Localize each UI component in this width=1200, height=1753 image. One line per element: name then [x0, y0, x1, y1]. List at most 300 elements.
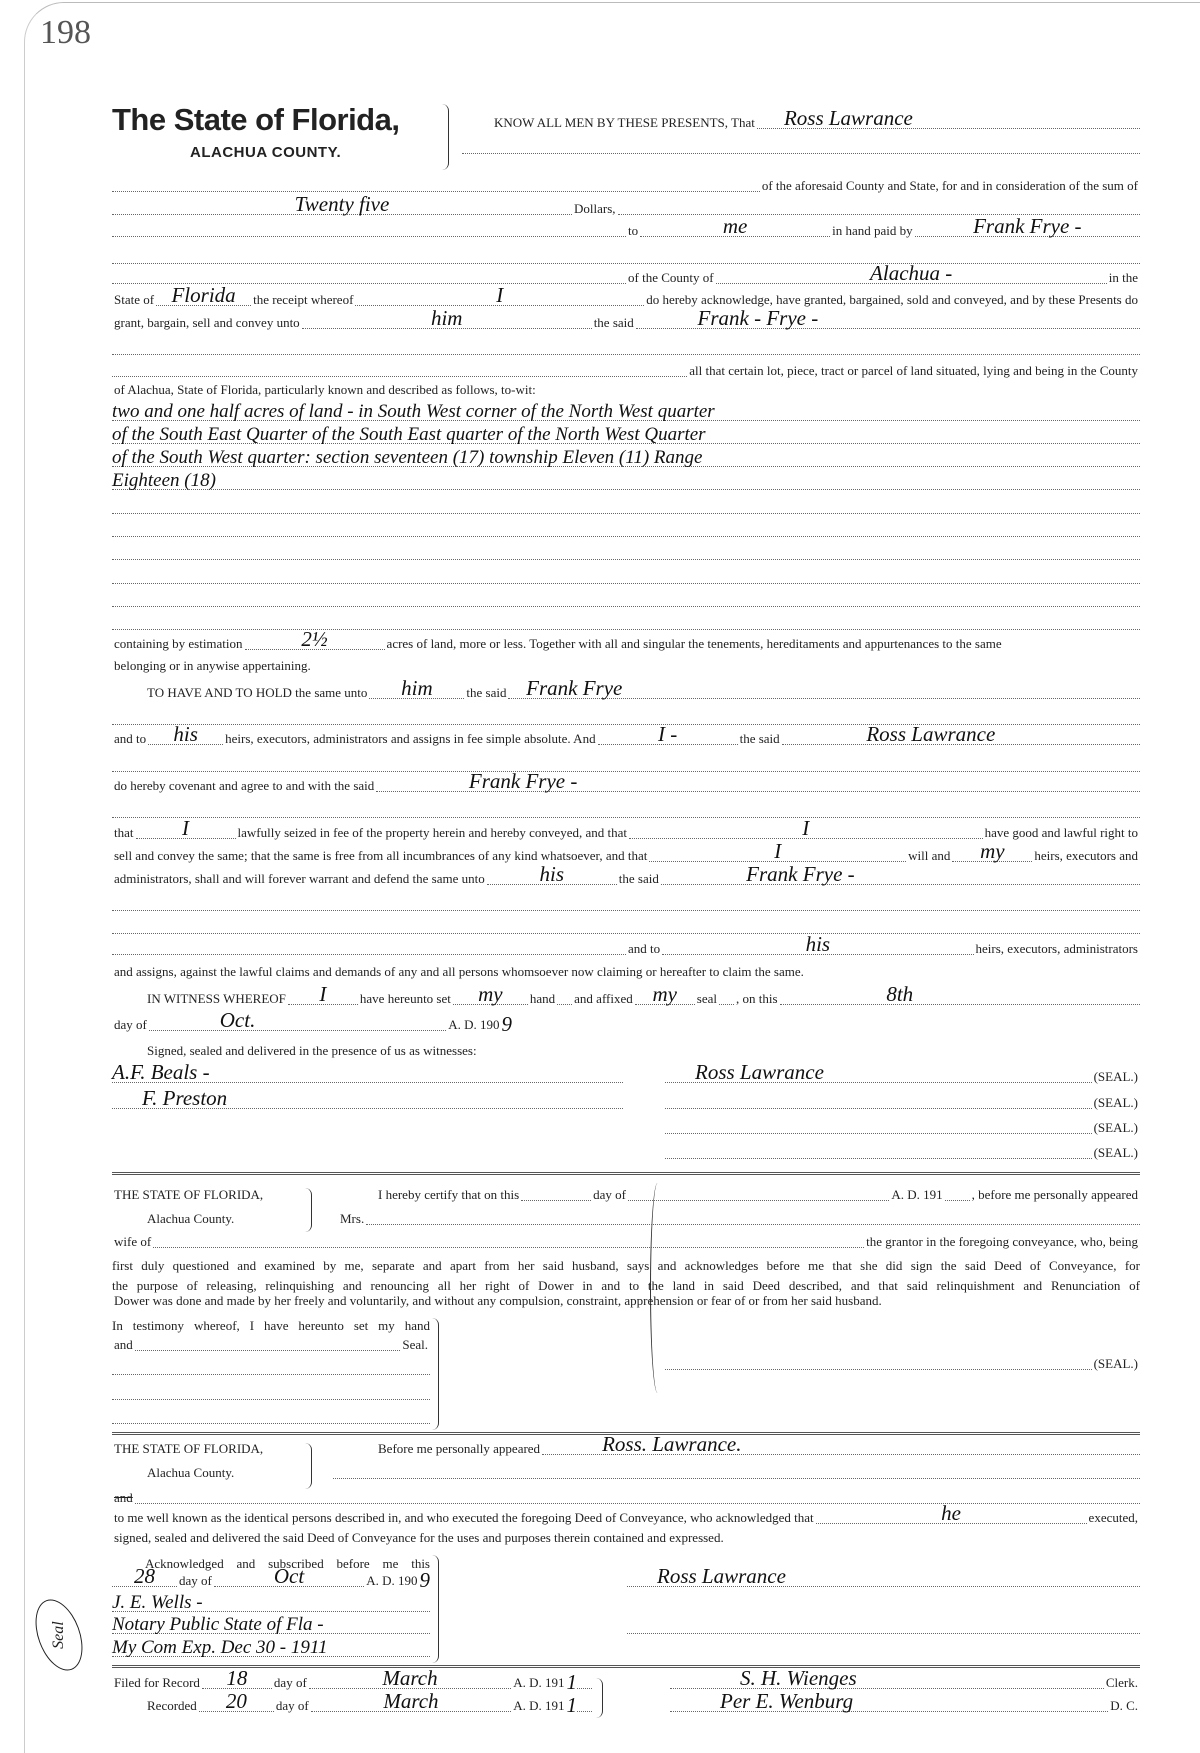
dotted-fill-line [309, 1666, 511, 1690]
text: and affixed [574, 991, 633, 1006]
dower-state [112, 1184, 372, 1204]
witness-line [112, 1060, 623, 1086]
witness-line [112, 1086, 623, 1112]
dotted-fill-line [453, 982, 528, 1006]
dotted-fill-line [112, 448, 1140, 467]
text: heirs, executors and [1034, 848, 1138, 863]
dotted-fill-line [627, 1615, 1140, 1634]
section-divider [112, 1172, 1140, 1175]
text: A. D. 190 [366, 1573, 418, 1588]
handwriting: me [722, 214, 748, 238]
text: that [114, 825, 134, 840]
text: the said [739, 731, 780, 746]
blank-line [112, 894, 1140, 914]
ack-line [112, 1527, 1140, 1547]
brace [596, 1678, 603, 1718]
blank-line [112, 801, 1140, 821]
deed-line-covenant [112, 769, 1140, 795]
dotted-fill-line [333, 1460, 1140, 1479]
dotted-fill-line [112, 518, 1140, 537]
text: day of [114, 1017, 147, 1032]
text: Signed, sealed and delivered in the presence of us as witnesses: [147, 1043, 477, 1058]
dotted-fill-line [153, 1229, 864, 1248]
blank-line [112, 247, 1140, 267]
notary-line [112, 1592, 430, 1615]
text: and [114, 1337, 133, 1352]
text: Before me personally appeared [378, 1441, 541, 1456]
dotted-fill-line [369, 676, 464, 700]
handwriting: Ross Lawrance [783, 106, 913, 130]
blank-line [112, 338, 1140, 358]
text: Dower was done and made by her freely and voluntarily, and without any compulsion, constraint, apprehension or fear of or from her said husband. [114, 1293, 882, 1308]
filed-line [112, 1666, 592, 1694]
dotted-fill-line [112, 1405, 430, 1424]
dotted-fill-line [816, 1501, 1087, 1525]
dower-paragraph-line: the purpose of releasing, relinquishing and renouncing all her right of Dower in and to the land in said Deed described, and that said relinquishment and Renunciation of [112, 1278, 1140, 1293]
text: day of [593, 1187, 627, 1202]
text: all that certain lot, piece, tract or parcel of land situated, lying and being in the County [689, 363, 1138, 378]
dotted-fill-line [112, 1060, 623, 1084]
text: and assigns, against the lawful claims and demands of any and all persons whomsoever now claiming or hereafter to claim the same. [114, 964, 804, 979]
blank-line [462, 137, 1140, 157]
handwriting: two and one half acres of land - in South West corner of the North West quarter [112, 401, 715, 422]
text: TO HAVE AND TO HOLD the same unto [147, 685, 368, 700]
description-line [112, 470, 1140, 493]
ack-signature-line [627, 1564, 1140, 1590]
handwriting: Ross. Lawrance. [602, 1432, 742, 1456]
text: I hereby certify that on this [378, 1187, 520, 1202]
text: lawfully seized in fee of the property herein and hereby conveyed, and that [237, 825, 627, 840]
struck-text: and [114, 1490, 133, 1505]
text: Alachua County. [147, 1211, 235, 1226]
seal-label: (SEAL.) [1093, 1145, 1138, 1160]
blank-line [112, 520, 1140, 540]
deed-line-date [112, 1008, 512, 1036]
handwriting: 18 [226, 1666, 248, 1690]
dotted-fill-line [670, 1666, 1104, 1690]
dower-line-mrs [338, 1208, 1140, 1228]
testimony-text: In testimony whereof, I have hereunto set my hand [112, 1318, 430, 1333]
ack-state [112, 1438, 372, 1458]
deed-line-state [112, 283, 1140, 309]
text: Recorded [147, 1698, 197, 1713]
handwriting: I [496, 283, 504, 307]
text: executed, [1088, 1510, 1138, 1525]
handwriting: I - [657, 722, 678, 746]
page-number: 198 [40, 14, 91, 51]
deed-line-convey [112, 306, 1140, 332]
dotted-fill-line [112, 173, 760, 192]
deed-line [112, 379, 1140, 399]
seal-label: (SEAL.) [1093, 1120, 1138, 1135]
dotted-fill-line [376, 769, 1140, 793]
dotted-fill-line [462, 135, 1140, 154]
handwriting: his [539, 862, 564, 886]
handwriting: Eighteen (18) [112, 470, 216, 491]
handwriting: Florida [171, 283, 236, 307]
text: the said [466, 685, 507, 700]
handwriting: my [652, 982, 678, 1006]
text: Filed for Record [114, 1675, 200, 1690]
deed-line [112, 961, 1140, 981]
text: heirs, executors, administrators [975, 941, 1138, 956]
seal-text: Seal [49, 1621, 67, 1649]
dower-county [145, 1208, 325, 1228]
subscribed-text: Acknowledged and subscribed before me this [145, 1556, 430, 1571]
deed-line-defend [112, 862, 1140, 888]
text: A. D. 191 [891, 1187, 943, 1202]
ack-line-known [112, 1501, 1140, 1527]
handwriting: of the South East Quarter of the South East quarter of the North West Quarter [112, 424, 706, 445]
text: have hereunto set [359, 991, 451, 1006]
handwriting: I [319, 982, 327, 1006]
grantor-signature: Ross Lawrance [657, 1564, 786, 1588]
grantor-signature-line [665, 1060, 1140, 1086]
blank-line [112, 543, 1140, 563]
dotted-fill-line [629, 816, 983, 840]
handwriting: Ross Lawrance [866, 722, 996, 746]
text: the grantor in the foregoing conveyance, who, being [866, 1234, 1138, 1249]
dotted-fill-line [640, 214, 830, 238]
notary-line [112, 1614, 430, 1637]
dotted-fill-line [665, 1115, 1092, 1134]
deed-line-grantee [112, 214, 1140, 240]
handwriting: 9 [501, 1012, 512, 1036]
handwriting: of the South West quarter: section seventeen (17) township Eleven (11) Range [112, 447, 703, 468]
dotted-fill-line [302, 306, 592, 330]
handwriting: I [182, 816, 189, 840]
notary-commission: My Com Exp. Dec 30 - 1911 [112, 1637, 328, 1658]
deed-line-heirs [112, 722, 1140, 748]
dotted-fill-line [112, 1593, 430, 1612]
text: grant, bargain, sell and convey unto [114, 315, 300, 330]
dotted-fill-line [112, 565, 1140, 584]
text: day of [179, 1573, 212, 1588]
dotted-fill-line [542, 1432, 1140, 1456]
seal-label: (SEAL.) [1093, 1069, 1138, 1084]
handwriting: his [805, 932, 831, 956]
deed-line [145, 1040, 1173, 1060]
document-title: The State of Florida, [112, 102, 400, 137]
dotted-fill-line [245, 627, 385, 651]
dotted-fill-line [508, 676, 1140, 700]
text: containing by estimation [114, 636, 243, 651]
notary-signature: J. E. Wells - [112, 1592, 203, 1613]
handwriting: him [401, 676, 433, 700]
dotted-fill-line [112, 753, 1140, 772]
handwriting: Frank Frye - [468, 769, 578, 793]
text: in hand paid by [832, 223, 913, 238]
text: A. D. 191 [513, 1698, 565, 1713]
description-line [112, 447, 1140, 470]
dotted-fill-line [618, 196, 1140, 215]
amount-field [112, 192, 572, 216]
dotted-fill-line [112, 936, 626, 955]
brace [442, 104, 449, 170]
deed-line-grantor [492, 106, 1140, 132]
dotted-fill-line [112, 425, 1140, 444]
text: IN WITNESS WHEREOF [147, 991, 286, 1006]
handwriting: my [478, 982, 503, 1006]
dower-line-seal [112, 1334, 430, 1354]
text: hand [529, 991, 556, 1006]
text: belonging or in anywise appertaining. [114, 658, 311, 673]
handwriting: I [774, 839, 782, 863]
dotted-fill-line [112, 1615, 430, 1634]
deed-line-warranty [112, 839, 1140, 865]
dotted-fill-line [780, 982, 1140, 1006]
county-heading: ALACHUA COUNTY. [190, 144, 342, 161]
text: Mrs. [340, 1211, 365, 1226]
handwriting: Twenty five [294, 192, 390, 216]
dotted-fill-line [665, 1060, 1092, 1084]
handwriting: 28 [134, 1564, 155, 1588]
seal-label: (SEAL.) [1093, 1356, 1138, 1371]
dotted-fill-line [112, 892, 1140, 911]
blank-line [112, 1383, 430, 1403]
dotted-fill-line [598, 722, 738, 746]
witness-signature: A.F. Beals - [112, 1060, 210, 1084]
text: of the County of [628, 270, 714, 285]
blank-line [112, 917, 1140, 937]
witness-signature: F. Preston [142, 1086, 228, 1110]
dotted-fill-line [487, 862, 617, 886]
handwriting: Frank - Frye - [697, 306, 819, 330]
text: the said [593, 315, 634, 330]
dotted-fill-line [112, 588, 1140, 607]
dotted-fill-line [112, 611, 1140, 630]
dotted-fill-line [112, 541, 1140, 560]
handwriting: 1 [566, 1670, 577, 1694]
dower-paragraph-line: first duly questioned and examined by me, separate and apart from her said husband, says and acknowledges before me that she did sign the said Deed of Conveyance, for [112, 1258, 1140, 1273]
dotted-fill-line [719, 986, 734, 1005]
dotted-fill-line [662, 932, 973, 956]
text: Clerk. [1105, 1675, 1138, 1690]
dotted-fill-line [577, 1670, 592, 1689]
dotted-fill-line [135, 1332, 401, 1351]
dotted-fill-line [199, 1689, 274, 1713]
handwriting: 9 [419, 1568, 430, 1592]
dotted-fill-line [112, 1638, 430, 1657]
text: , on this [735, 991, 778, 1006]
text: and to [628, 941, 661, 956]
handwriting: 20 [225, 1689, 247, 1713]
text: day of [273, 1675, 307, 1690]
dotted-fill-line [636, 306, 1140, 330]
dotted-fill-line [112, 1356, 430, 1375]
handwriting: my [980, 839, 1005, 863]
text: THE STATE OF FLORIDA, [114, 1187, 264, 1202]
text: D. C. [1110, 1698, 1138, 1713]
text: A. D. 191 [513, 1675, 565, 1690]
dotted-fill-line [661, 862, 1140, 886]
blank-line [333, 1462, 1140, 1482]
handwriting: Frank Frye [526, 676, 623, 700]
text: heirs, executors, administrators and assigns in fee simple absolute. And [225, 731, 596, 746]
ack-line-and [112, 1487, 1140, 1507]
dotted-fill-line [665, 1090, 1092, 1109]
dotted-fill-line [649, 839, 906, 863]
text: State of [114, 292, 155, 307]
text: THE STATE OF FLORIDA, [114, 1441, 264, 1456]
dotted-fill-line [112, 1381, 430, 1400]
ack-line-date [112, 1564, 430, 1592]
brace [432, 1555, 439, 1663]
dotted-fill-line [112, 245, 1140, 264]
dotted-fill-line [112, 471, 1140, 490]
dotted-fill-line [112, 495, 1140, 514]
dotted-fill-line [665, 1351, 1092, 1370]
text: administrators, shall and will forever warrant and defend the same unto [114, 871, 485, 886]
text: Dollars, [574, 201, 616, 216]
deed-line-habendum [145, 676, 1140, 702]
dotted-fill-line [112, 402, 1140, 421]
signature-line [665, 1117, 1140, 1137]
text: seal [696, 991, 717, 1006]
blank-line [112, 1407, 430, 1427]
text: of Alachua, State of Florida, particularly known and described as follows, to-wit: [114, 382, 536, 397]
blank-line [112, 497, 1140, 517]
dotted-fill-line [112, 799, 1140, 818]
dotted-fill-line [149, 1008, 446, 1032]
text: do hereby covenant and agree to and with the said [114, 778, 375, 793]
dotted-fill-line [112, 1086, 623, 1110]
handwriting: 2½ [301, 627, 328, 651]
section-divider [112, 1665, 1140, 1668]
blank-line [112, 590, 1140, 610]
deed-line [112, 655, 1140, 675]
dotted-fill-line [135, 1485, 1140, 1504]
dotted-fill-line [112, 358, 687, 377]
dotted-fill-line [635, 982, 695, 1006]
grantor-signature: Ross Lawrance [695, 1060, 824, 1084]
dotted-fill-line [112, 1564, 177, 1588]
text: do hereby acknowledge, have granted, bargained, sold and conveyed, and by these Presents do [646, 292, 1138, 307]
recorded-line [145, 1689, 592, 1717]
dotted-fill-line [136, 816, 236, 840]
text: Seal. [402, 1337, 428, 1352]
text: of the aforesaid County and State, for and in consideration of the sum of [761, 178, 1138, 193]
dotted-fill-line [288, 982, 358, 1006]
dotted-fill-line [156, 283, 251, 307]
dotted-fill-line [214, 1564, 364, 1588]
deed-line-witness-whereof [145, 982, 1140, 1008]
handwriting: March [383, 1689, 439, 1713]
text: KNOW ALL MEN BY THESE PRESENTS, That [494, 115, 755, 130]
dotted-fill-line [311, 1689, 512, 1713]
text: in the [1108, 270, 1138, 285]
dotted-fill-line [366, 1206, 1140, 1225]
handwriting: him [430, 306, 463, 330]
text: day of [275, 1698, 309, 1713]
dotted-fill-line [112, 218, 626, 237]
signature-line [627, 1617, 1140, 1637]
dotted-fill-line [945, 1182, 970, 1201]
blank-line [112, 567, 1140, 587]
deputy-clerk-signature: Per E. Wenburg [720, 1689, 854, 1713]
signature-line [665, 1353, 1140, 1373]
description-line [112, 424, 1140, 447]
deed-line [112, 175, 1140, 195]
text: have good and lawful right to [984, 825, 1138, 840]
dower-line-certify [376, 1184, 1140, 1204]
deed-line [112, 360, 1140, 380]
text: and to [114, 731, 147, 746]
text: signed, sealed and delivered the said Deed of Conveyance for the uses and purposes therein contained and expressed. [114, 1530, 724, 1545]
signature-line [665, 1142, 1140, 1162]
dotted-fill-line [627, 1564, 1140, 1588]
blank-line [112, 1358, 430, 1378]
seal-label: (SEAL.) [1093, 1095, 1138, 1110]
dotted-fill-line [670, 1689, 1108, 1713]
dotted-fill-line [148, 722, 223, 746]
deed-line-acreage [112, 627, 1140, 653]
ack-line-appeared [376, 1432, 1140, 1458]
dotted-fill-line [628, 1182, 889, 1201]
text: wife of [114, 1234, 152, 1249]
handwriting: I [802, 816, 810, 840]
dower-paragraph-line [112, 1290, 1140, 1310]
dotted-fill-line [665, 1140, 1092, 1159]
handwriting: Oct. [219, 1008, 256, 1032]
handwriting: 8th [886, 982, 914, 1006]
brace [432, 1318, 439, 1430]
ack-county [145, 1462, 325, 1482]
text: , before me personally appeared [971, 1187, 1138, 1202]
blank-line [112, 613, 1140, 633]
dotted-fill-line [112, 336, 1140, 355]
dotted-fill-line [112, 265, 626, 284]
text: to [628, 223, 639, 238]
dotted-fill-line [355, 283, 644, 307]
clerk-signature: S. H. Wienges [740, 1666, 857, 1690]
handwriting: 1 [566, 1693, 577, 1717]
deed-line-heirs2 [112, 932, 1140, 958]
dotted-fill-line [521, 1182, 591, 1201]
text: to me well known as the identical persons described in, and who executed the foregoing Deed of Conveyance, who acknowledged that [114, 1510, 814, 1525]
grantor-field [757, 106, 1140, 130]
handwriting: Frank Frye - [746, 862, 855, 886]
dotted-fill-line [915, 214, 1140, 238]
text: the said [618, 871, 659, 886]
handwriting: March [382, 1666, 438, 1690]
blank-line [112, 755, 1140, 775]
text: A. D. 190 [448, 1017, 500, 1032]
dotted-fill-line [557, 986, 572, 1005]
dotted-fill-line [952, 839, 1032, 863]
handwriting: Oct [273, 1564, 305, 1588]
dotted-fill-line [202, 1666, 272, 1690]
handwriting: he [941, 1501, 961, 1525]
deputy-clerk-line [670, 1689, 1140, 1715]
deed-line-county [112, 261, 1140, 287]
text: sell and convey the same; that the same is free from all incumbrances of any kind whatsoever, and that [114, 848, 648, 863]
dotted-fill-line [716, 261, 1107, 285]
dotted-fill-line [577, 1693, 592, 1712]
text: will and [908, 848, 951, 863]
notary-line [112, 1637, 430, 1660]
dotted-fill-line [112, 915, 1140, 934]
dower-line-wife [112, 1231, 1140, 1251]
text: Alachua County. [147, 1465, 235, 1480]
handwriting: Alachua - [870, 261, 953, 285]
handwriting: Frank Frye - [973, 214, 1082, 238]
text: the receipt whereof [253, 292, 354, 307]
notary-title: Notary Public State of Fla - [112, 1614, 324, 1635]
dotted-fill-line [782, 722, 1140, 746]
text: acres of land, more or less. Together with all and singular the tenements, hereditaments and appurtenances to the same [386, 636, 1002, 651]
handwriting: his [173, 722, 198, 746]
